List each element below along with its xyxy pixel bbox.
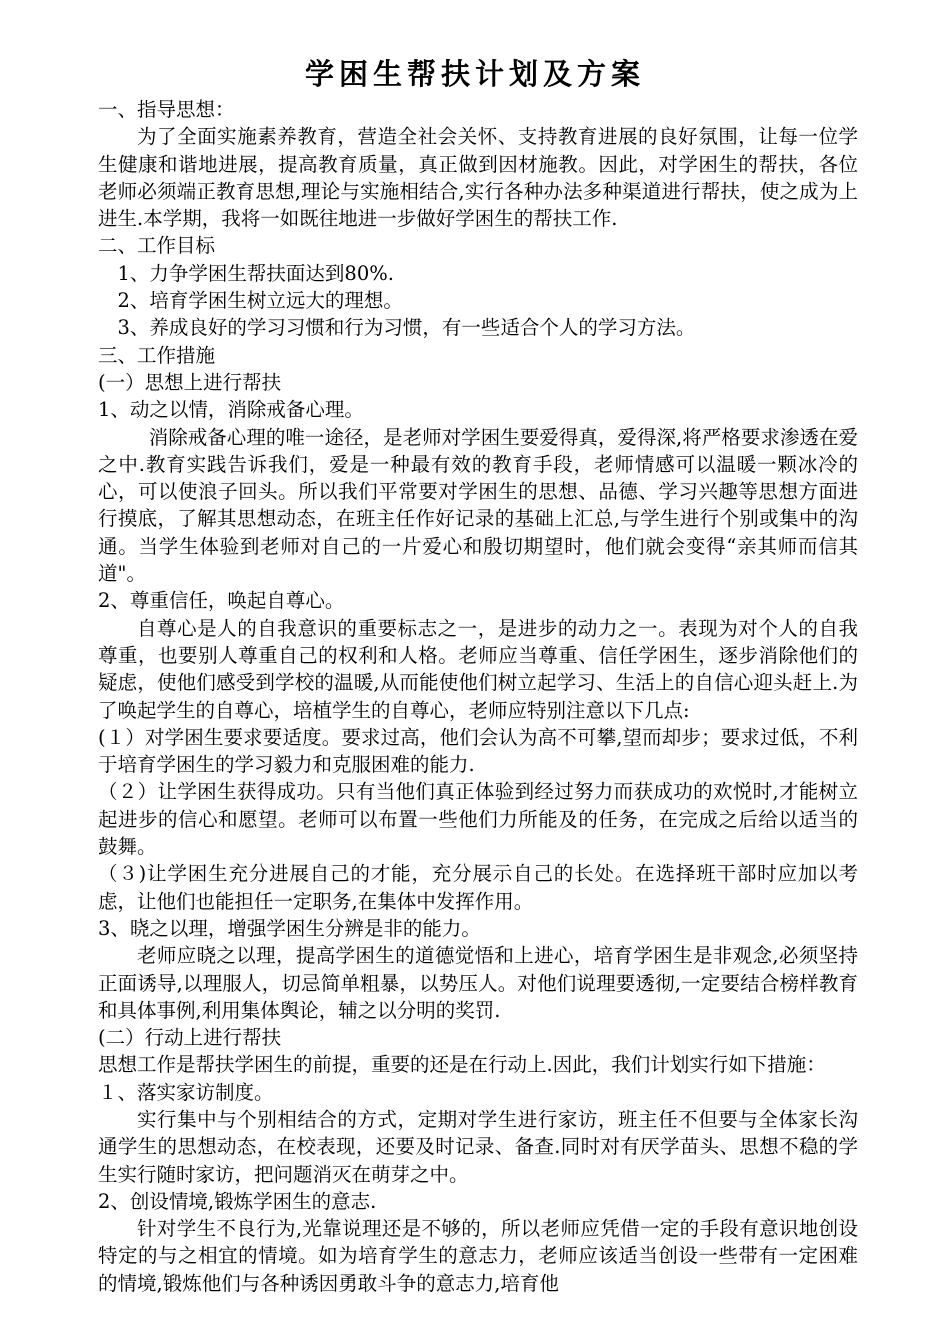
- heading-work-goals: 二、工作目标: [98, 234, 216, 258]
- subheading: 1、动之以情，消除戒备心理。: [98, 398, 364, 422]
- paragraph: 实行集中与个别相结合的方式，定期对学生进行家访，班主任不但要与全体家长沟通学生的思想动态，在校表现，还要及时记录、备查.同时对有厌学苗头、思想不稳的学生实行随时家访，把问题消灭在萌芽之中。: [98, 1107, 858, 1186]
- paragraph: 为了全面实施素养教育，营造全社会关怀、支持教育进展的良好氛围，让每一位学生健康和谐地进展，提高教育质量，真正做到因材施教。因此，对学困生的帮扶，各位老师必须端正教育思想,理论与实施相结合,实行各种办法多种渠道进行帮扶，使之成为上进生.本学期，我将一如既往地进一步做好学困生的帮扶工作.: [98, 125, 858, 231]
- paragraph: 针对学生不良行为,光靠说理还是不够的，所以老师应凭借一定的手段有意识地创设特定的与之相宜的情境。如为培育学生的意志力，老师应该适当创设一些带有一定困难的情境,锻炼他们与各种诱因勇敢斗争的意志力,培育他: [98, 1217, 858, 1295]
- document-body: [98, 96, 858, 1297]
- subheading: 2、创设情境,锻炼学困生的意志.: [98, 1189, 377, 1213]
- document-title: 学困生帮扶计划及方案: [304, 57, 645, 91]
- paragraph: 自尊心是人的自我意识的重要标志之一，是进步的动力之一。表现为对个人的自我尊重，也要别人尊重自己的权利和人格。老师应当尊重、信任学困生，逐步消除他们的疑虑，使他们感受到学校的温暖,从而能使他们树立起学习、生活上的自信心迎头赶上.为了唤起学生的自尊心，培植学生的自尊心，老师应特别注意以下几点:: [98, 616, 858, 722]
- heading-guiding-ideology: 一、指导思想：: [98, 98, 235, 121]
- goal-item: 3、养成良好的学习习惯和行为习惯，有一些适合个人的学习方法。: [117, 316, 696, 340]
- subheading: １、落实家访制度。: [98, 1080, 274, 1104]
- subheading: (一）思想上进行帮扶: [98, 370, 282, 394]
- paragraph: 老师应晓之以理，提高学困生的道德觉悟和上进心，培育学困生是非观念,必须坚持正面诱导,以理服人，切忌简单粗暴，以势压人。对他们说理要透彻,一定要结合榜样教育和具体事例,利用集体舆论，辅之以分明的奖罚.: [98, 944, 858, 1022]
- point-item: （２）让学困生获得成功。只有当他们真正体验到经过努力而获成功的欢悦时,才能树立起进步的信心和愿望。老师可以布置一些他们力所能及的任务，在完成之后给以适当的鼓舞。: [98, 780, 858, 859]
- point-item: （３)让学困生充分进展自己的才能，充分展示自己的长处。在选择班干部时应加以考虑，让他们也能担任一定职务,在集体中发挥作用。: [98, 862, 858, 913]
- heading-work-measures: 三、工作措施: [98, 343, 216, 367]
- goal-item: 2、培育学困生树立远大的理想。: [117, 289, 403, 313]
- subheading: 3、晓之以理，增强学困生分辨是非的能力。: [98, 916, 481, 940]
- paragraph: 思想工作是帮扶学困生的前提，重要的还是在行动上.因此，我们计划实行如下措施：: [98, 1053, 826, 1077]
- subheading: 2、尊重信任，唤起自尊心。: [98, 589, 345, 613]
- goal-item: 1、力争学困生帮扶面达到80%.: [117, 261, 394, 285]
- subheading: (二）行动上进行帮扶: [98, 1026, 282, 1050]
- paragraph: 消除戒备心理的唯一途径，是老师对学困生要爱得真，爱得深,将严格要求渗透在爱之中.教育实践告诉我们，爱是一种最有效的教育手段，老师情感可以温暖一颗冰冷的心，可以使浪子回头。所以我们平常要对学困生的思想、品德、学习兴趣等思想方面进行摸底，了解其思想动态，在班主任作好记录的基础上汇总,与学生进行个别或集中的沟通。当学生体验到老师对自己的一片爱心和殷切期望时，他们就会变得“亲其师而信其道"。: [98, 425, 858, 586]
- point-item: (１）对学困生要求要适度。要求过高，他们会认为高不可攀,望而却步；要求过低，不利于培育学困生的学习毅力和克服困难的能力.: [98, 725, 858, 777]
